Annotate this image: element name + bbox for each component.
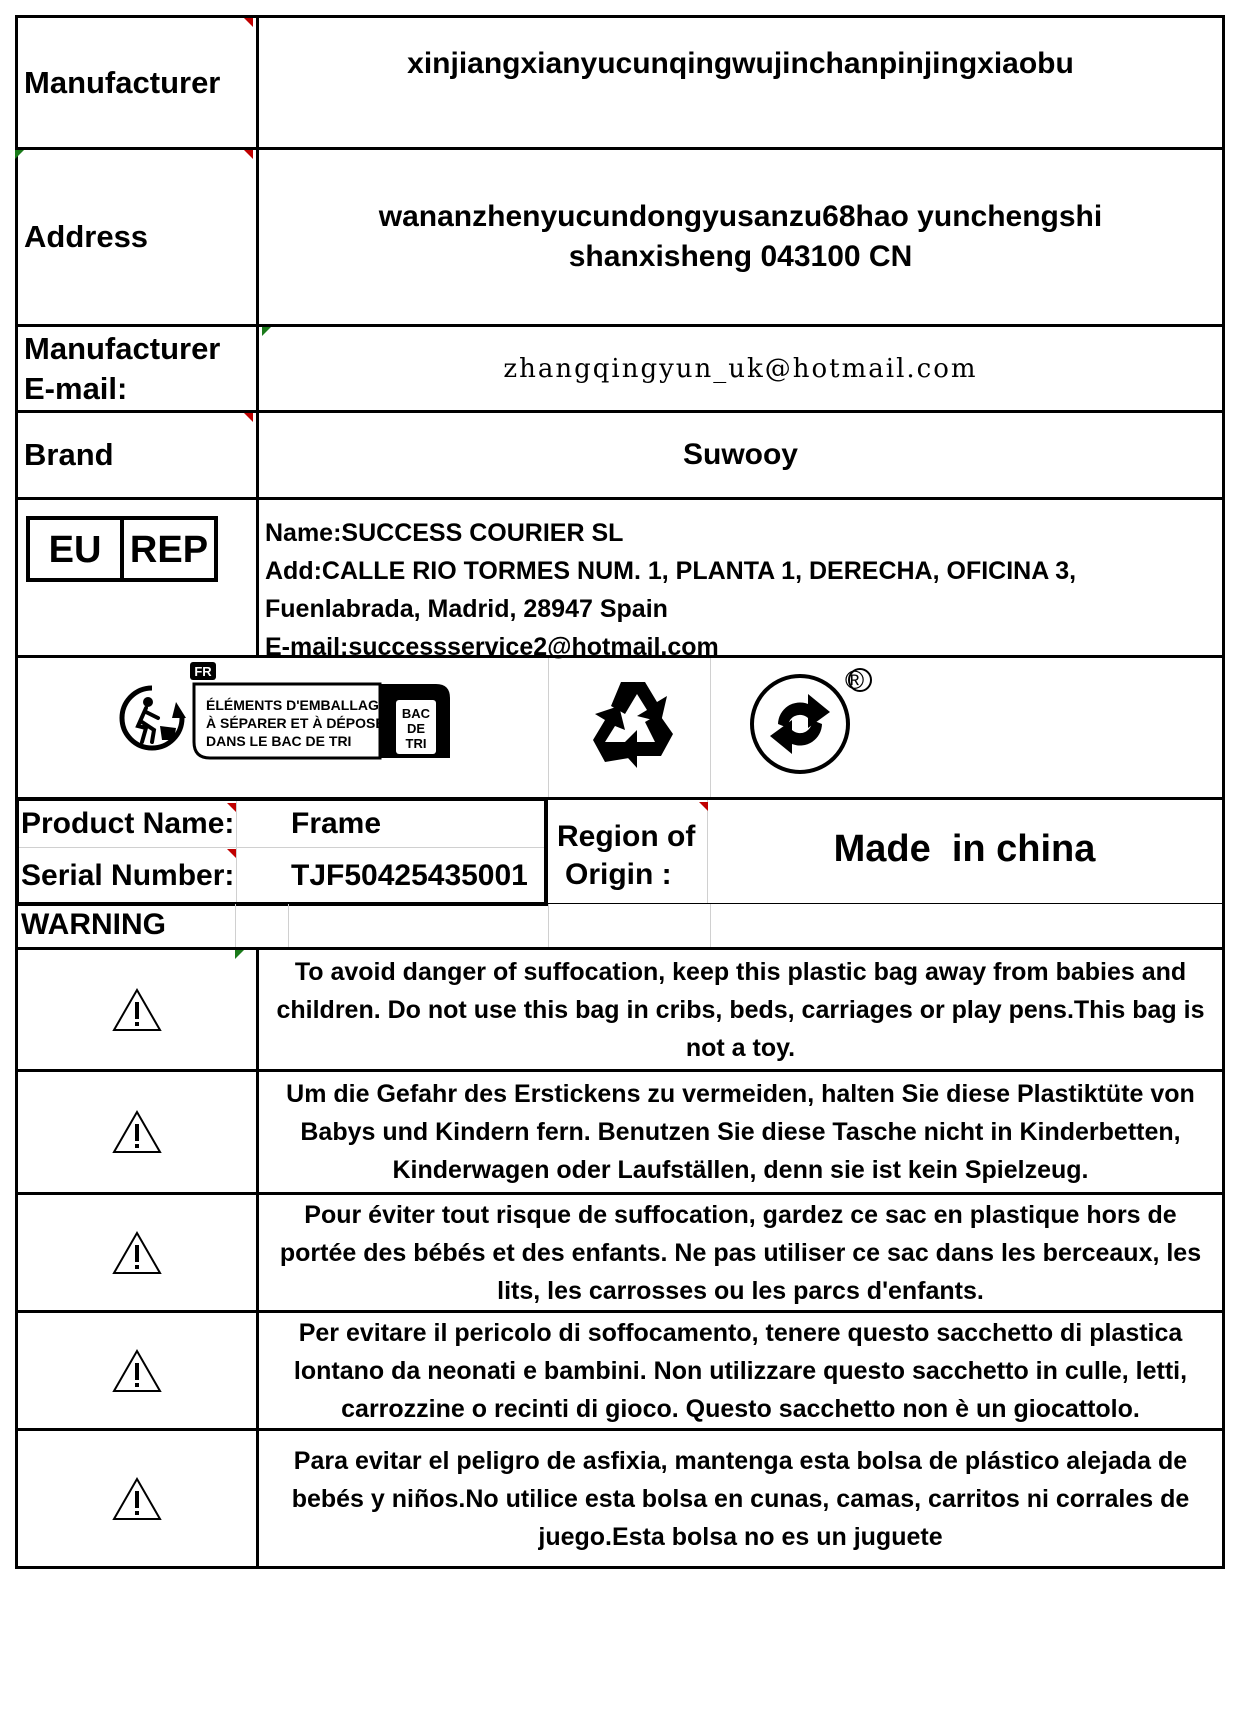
warning-text-it: Per evitare il pericolo di soffocamento, tenere questo sacchetto di plastica lontano da neonati e bambini. Non utilizzare questo sacchetto in culle, letti, carrozzine o recinti di gioco. Questo sacchetto non è un giocattolo. xyxy=(259,1313,1225,1428)
email-label-line-1: Manufacturer xyxy=(24,330,221,366)
label-sheet xyxy=(15,15,1225,1725)
warning-triangle-icon xyxy=(111,1230,163,1276)
region-label-line-2: Origin : xyxy=(565,858,672,891)
product-row xyxy=(15,797,1225,903)
comment-marker xyxy=(227,849,236,858)
eu-rep-city: Fuenlabrada, Madrid, 28947 Spain xyxy=(265,595,668,623)
email-label xyxy=(15,327,259,410)
grid-line xyxy=(548,904,549,949)
eu-rep-row xyxy=(15,497,1225,661)
grid-line xyxy=(288,904,289,949)
warning-row-it xyxy=(15,1310,1225,1428)
eu-rep-badge-left: EU xyxy=(48,529,102,571)
warning-icon-cell xyxy=(15,1313,259,1428)
region-label xyxy=(557,818,695,894)
comment-marker xyxy=(15,150,24,159)
email-value: zhangqingyun_uk@hotmail.com xyxy=(259,327,1225,410)
brand-value: Suwooy xyxy=(259,413,1225,497)
eu-rep-address: Add:CALLE RIO TORMES NUM. 1, PLANTA 1, DERECHA, OFICINA 3, xyxy=(265,557,1077,585)
warning-triangle-icon xyxy=(111,1348,163,1394)
comment-marker xyxy=(262,327,271,336)
manufacturer-row xyxy=(15,15,1225,147)
warning-row-fr xyxy=(15,1192,1225,1310)
warning-triangle-icon xyxy=(111,1476,163,1522)
triman-icon xyxy=(116,682,188,754)
eu-rep-badge xyxy=(26,516,218,582)
comment-marker xyxy=(244,150,253,159)
product-name-value: Frame xyxy=(291,807,382,840)
warning-label: WARNING xyxy=(21,908,166,941)
triman-bin-2: DE xyxy=(406,721,426,736)
warning-text-es: Para evitar el peligro de asfixia, mantenga esta bolsa de plástico alejada de bebés y niños.No utilice esta bolsa en cunas, camas, carritos ni corrales de juego.Esta bolsa no es un juguete xyxy=(259,1431,1225,1566)
product-divider xyxy=(19,847,544,848)
product-box xyxy=(15,800,548,906)
triman-bin-3: TRI xyxy=(405,736,427,751)
region-value: Made in china xyxy=(833,828,1096,870)
comment-marker xyxy=(227,803,236,812)
address-label: Address xyxy=(15,150,259,324)
serial-number-label: Serial Number: xyxy=(21,859,235,892)
warning-row-es xyxy=(15,1428,1225,1569)
recycle-icon xyxy=(583,676,683,768)
comment-marker xyxy=(244,413,253,422)
product-name-label: Product Name: xyxy=(21,807,235,840)
email-label-line-2: E-mail: xyxy=(24,370,128,406)
symbols-row xyxy=(15,655,1225,797)
email-row xyxy=(15,324,1225,410)
grid-line xyxy=(710,904,711,949)
warning-text-fr: Pour éviter tout risque de suffocation, gardez ce sac en plastique hors de portée des bébés et des enfants. Ne pas utiliser ce sac dans les berceaux, les lits, les carrosses ou les parcs d'enfants. xyxy=(259,1195,1225,1310)
brand-row xyxy=(15,410,1225,497)
registered-mark: ® xyxy=(845,665,865,695)
warning-text-en: To avoid danger of suffocation, keep this plastic bag away from babies and children. Do not use this bag in cribs, beds, carriages or play pens.This bag is not a toy. xyxy=(259,950,1225,1069)
triman-info-box xyxy=(190,662,452,762)
eu-rep-details xyxy=(259,500,1225,661)
comment-marker xyxy=(244,18,253,27)
warning-triangle-icon xyxy=(111,987,163,1033)
warning-triangle-icon xyxy=(111,1109,163,1155)
eu-rep-badge-right: REP xyxy=(129,529,209,571)
manufacturer-value: xinjiangxianyucunqingwujinchanpinjingxiaobu xyxy=(259,18,1225,147)
warning-header-row xyxy=(15,903,1225,949)
region-label-line-1: Region of xyxy=(557,820,696,853)
address-value xyxy=(259,150,1225,324)
address-line-2: shanxisheng 043100 CN xyxy=(568,240,913,273)
address-line-1: wananzhenyucundongyusanzu68hao yunchengshi xyxy=(378,200,1103,233)
eu-rep-email: E-mail:successservice2@hotmail.com xyxy=(265,633,719,661)
serial-number-value: TJF50425435001 xyxy=(291,859,528,892)
address-row xyxy=(15,147,1225,324)
triman-line-1: ÉLÉMENTS D'EMBALLAGE xyxy=(206,697,389,713)
eu-rep-badge-cell xyxy=(15,500,259,655)
comment-marker xyxy=(235,950,244,959)
warning-icon-cell xyxy=(15,1431,259,1566)
warning-icon-cell xyxy=(15,1072,259,1192)
eu-rep-name: Name:SUCCESS COURIER SL xyxy=(265,519,624,547)
triman-line-2: À SÉPARER ET À DÉPOSER xyxy=(206,715,395,731)
brand-label: Brand xyxy=(15,413,259,497)
warning-row-de xyxy=(15,1069,1225,1192)
grid-line xyxy=(710,658,711,797)
warning-icon-cell xyxy=(15,950,259,1069)
warning-row-en xyxy=(15,947,1225,1069)
comment-marker xyxy=(699,802,708,811)
triman-bin-1: BAC xyxy=(401,706,431,721)
grid-line xyxy=(548,658,549,797)
warning-text-de: Um die Gefahr des Erstickens zu vermeiden, halten Sie diese Plastiktüte von Babys und Kindern fern. Benutzen Sie diese Tasche nicht in Kinderbetten, Kinderwagen oder Laufställen, denn sie ist kein Spielzeug. xyxy=(259,1072,1225,1192)
grid-line xyxy=(235,904,236,949)
grid-line xyxy=(236,801,237,902)
triman-country: FR xyxy=(194,664,212,679)
triman-line-3: DANS LE BAC DE TRI xyxy=(206,733,352,749)
manufacturer-label: Manufacturer xyxy=(15,18,259,147)
warning-icon-cell xyxy=(15,1195,259,1310)
